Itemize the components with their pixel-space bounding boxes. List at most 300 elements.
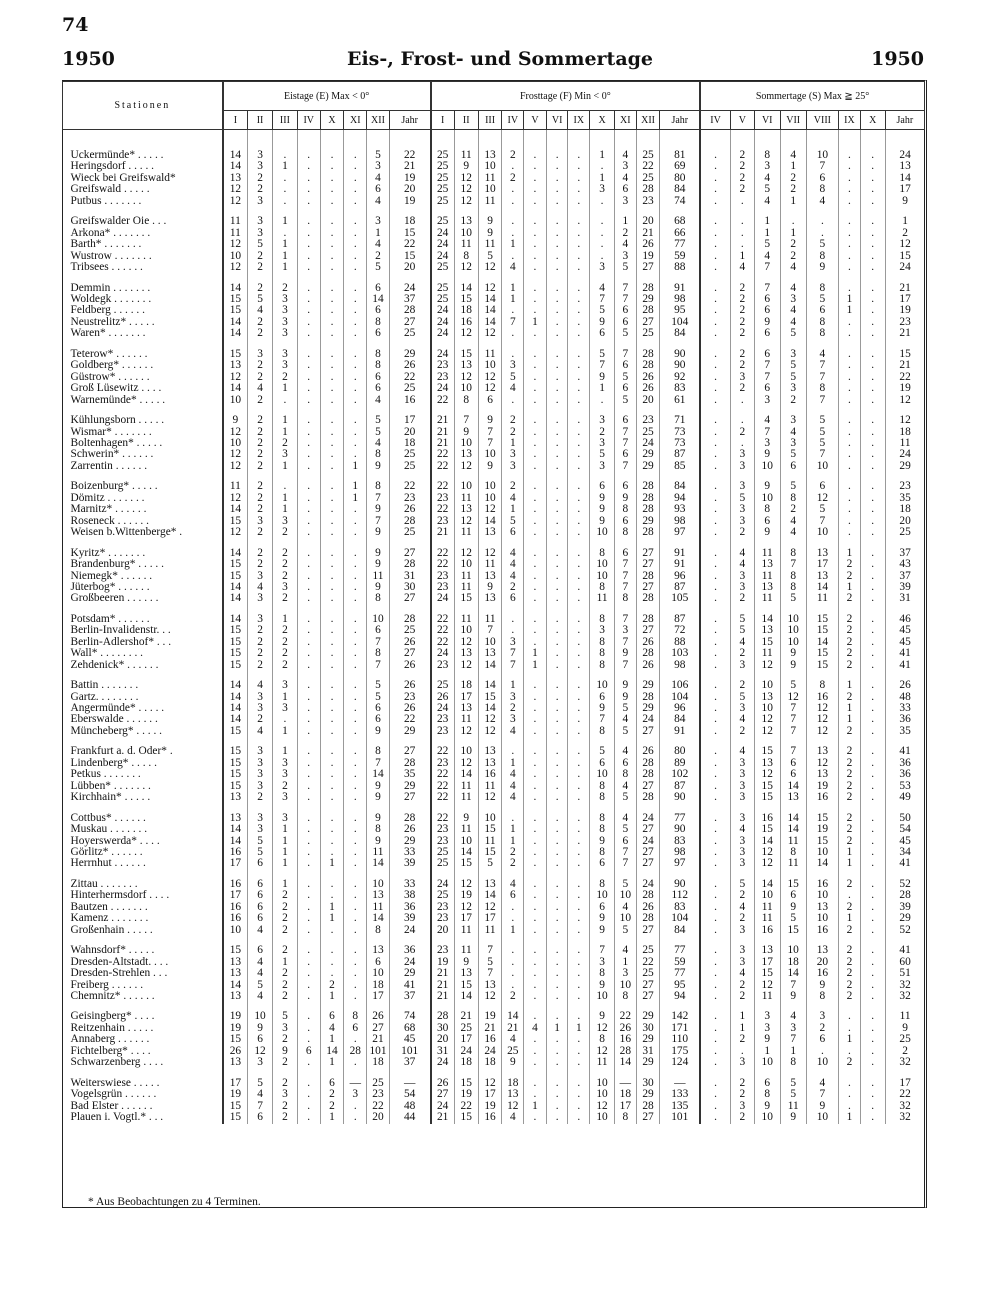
frost-value: 9: [590, 836, 615, 847]
station-name: Eberswalde . . . . . .: [70, 714, 158, 726]
sommer-value: 12: [780, 692, 806, 703]
eis-value: 19: [223, 1089, 248, 1100]
frost-value: 6: [615, 758, 637, 769]
frost-value: .: [524, 228, 547, 239]
sommer-value: .: [860, 1101, 885, 1112]
eis-value: .: [297, 415, 320, 426]
frost-value: .: [524, 637, 547, 648]
year-left: 1950: [62, 48, 115, 70]
sommer-month-header: VIII: [806, 111, 838, 130]
sommer-header: Sommertage (S) Max ≧ 25°: [700, 82, 924, 111]
sommer-value: .: [860, 1112, 885, 1123]
frost-value: 10: [590, 571, 615, 582]
eis-value: 3: [272, 449, 297, 460]
eis-value: 39: [389, 913, 430, 924]
eis-value: 2: [272, 980, 297, 991]
frost-value: 12: [454, 548, 478, 559]
table-row: [63, 216, 925, 227]
eis-value: .: [320, 714, 344, 725]
frost-value: 6: [590, 481, 615, 492]
frost-value: 96: [660, 571, 700, 582]
station-name: Arkona* . . . . . . .: [70, 227, 151, 239]
frost-value: .: [568, 239, 590, 250]
frost-value: 27: [636, 858, 660, 869]
frost-value: 81: [660, 150, 700, 161]
frost-value: .: [524, 680, 547, 691]
eis-value: .: [297, 1112, 320, 1123]
frost-value: 9: [615, 692, 637, 703]
eis-value: 4: [248, 582, 273, 593]
frost-value: 12: [478, 902, 502, 913]
frost-value: .: [546, 262, 568, 273]
sommer-value: 14: [754, 879, 780, 890]
sommer-value: .: [860, 714, 885, 725]
frost-value: 9: [478, 582, 502, 593]
sommer-value: .: [700, 1057, 730, 1068]
sommer-value: 14: [754, 836, 780, 847]
eis-value: 2: [272, 945, 297, 956]
frost-value: 9: [590, 317, 615, 328]
frost-value: 12: [454, 196, 478, 207]
sommer-value: 43: [885, 559, 924, 570]
frost-value: 4: [524, 1023, 547, 1034]
eis-value: .: [320, 781, 344, 792]
sommer-value: 17: [754, 957, 780, 968]
frost-value: 22: [636, 161, 660, 172]
frost-value: 28: [636, 593, 660, 604]
eis-value: 26: [389, 637, 430, 648]
eis-value: 5: [367, 262, 390, 273]
eis-value: .: [320, 614, 344, 625]
frost-value: 8: [590, 648, 615, 659]
sommer-value: 3: [730, 925, 754, 936]
eis-value: 14: [367, 858, 390, 869]
frost-value: .: [524, 824, 547, 835]
frost-value: 5: [478, 858, 502, 869]
frost-value: 110: [660, 1034, 700, 1045]
frost-value: .: [568, 317, 590, 328]
frost-value: 142: [660, 1011, 700, 1022]
frost-value: .: [546, 1089, 568, 1100]
sommer-value: .: [860, 559, 885, 570]
frost-value: 26: [636, 239, 660, 250]
frost-value: .: [524, 1112, 547, 1123]
eis-value: 4: [248, 726, 273, 737]
station-name: Putbus . . . . . . .: [70, 195, 142, 207]
frost-value: .: [568, 294, 590, 305]
eis-value: 13: [223, 792, 248, 803]
eis-value: .: [297, 1057, 320, 1068]
frost-value: .: [568, 680, 590, 691]
sommer-value: 10: [806, 527, 838, 538]
frost-value: .: [568, 703, 590, 714]
eis-value: .: [344, 438, 367, 449]
sommer-value: 1: [839, 703, 861, 714]
eis-value: 16: [223, 913, 248, 924]
frost-value: 8: [615, 504, 637, 515]
sommer-value: 46: [885, 614, 924, 625]
eis-value: 15: [223, 305, 248, 316]
frost-value: .: [546, 1057, 568, 1068]
sommer-value: 2: [730, 305, 754, 316]
frost-value: .: [568, 968, 590, 979]
sommer-value: 35: [885, 726, 924, 737]
eis-value: .: [320, 824, 344, 835]
frost-value: 24: [431, 239, 455, 250]
sommer-value: .: [730, 216, 754, 227]
sommer-value: .: [700, 527, 730, 538]
sommer-value: .: [860, 945, 885, 956]
frost-value: 4: [615, 746, 637, 757]
eis-value: .: [297, 372, 320, 383]
eis-value: 2: [272, 925, 297, 936]
eis-value: 2: [272, 637, 297, 648]
frost-value: 135: [660, 1101, 700, 1112]
frost-value: 80: [660, 173, 700, 184]
frost-value: 8: [615, 593, 637, 604]
frost-value: .: [546, 161, 568, 172]
table-row: [63, 427, 925, 438]
frost-value: 77: [660, 945, 700, 956]
frost-value: 25: [636, 173, 660, 184]
frost-value: 87: [660, 449, 700, 460]
frost-value: 8: [590, 781, 615, 792]
frost-value: 6: [615, 836, 637, 847]
eis-value: 1: [272, 461, 297, 472]
frost-value: .: [502, 913, 524, 924]
frost-value: .: [524, 196, 547, 207]
frost-value: 10: [478, 813, 502, 824]
frost-value: 12: [478, 726, 502, 737]
frost-value: .: [502, 625, 524, 636]
eis-value: 2: [272, 1112, 297, 1123]
frost-value: 59: [660, 251, 700, 262]
eis-value: 1: [320, 858, 344, 869]
sommer-value: .: [839, 196, 861, 207]
sommer-value: .: [700, 792, 730, 803]
sommer-value: .: [860, 1089, 885, 1100]
sommer-value: .: [860, 493, 885, 504]
eis-value: 1: [320, 1034, 344, 1045]
frost-value: 104: [660, 913, 700, 924]
eis-value: .: [344, 703, 367, 714]
eis-value: .: [297, 1034, 320, 1045]
frost-value: 4: [502, 769, 524, 780]
frost-value: 10: [590, 769, 615, 780]
eis-value: 17: [389, 415, 430, 426]
frost-value: 21: [431, 968, 455, 979]
frost-value: 9: [478, 415, 502, 426]
frost-value: 7: [478, 625, 502, 636]
eis-value: 14: [223, 593, 248, 604]
frost-value: 12: [478, 283, 502, 294]
frost-value: .: [546, 625, 568, 636]
eis-value: .: [320, 945, 344, 956]
frost-value: .: [546, 461, 568, 472]
frost-value: 25: [431, 847, 455, 858]
frost-value: 12: [478, 383, 502, 394]
frost-value: 9: [502, 1057, 524, 1068]
frost-month-header: IX: [568, 111, 590, 130]
frost-value: .: [524, 625, 547, 636]
eis-value: .: [344, 184, 367, 195]
eis-value: .: [344, 593, 367, 604]
eis-value: 1: [272, 746, 297, 757]
sommer-value: .: [700, 516, 730, 527]
frost-value: 4: [502, 571, 524, 582]
frost-value: .: [524, 150, 547, 161]
frost-value: 9: [454, 813, 478, 824]
frost-value: .: [546, 913, 568, 924]
sommer-value: .: [860, 660, 885, 671]
station-name: Greifswald . . . . .: [70, 184, 150, 196]
sommer-value: 16: [754, 813, 780, 824]
frost-value: 10: [590, 890, 615, 901]
sommer-value: 32: [885, 1101, 924, 1112]
sommer-value: .: [700, 614, 730, 625]
eis-value: 44: [389, 1112, 430, 1123]
eis-value: 5: [367, 150, 390, 161]
sommer-value: 15: [885, 349, 924, 360]
eis-value: 3: [272, 1089, 297, 1100]
frost-value: 10: [454, 836, 478, 847]
frost-value: .: [546, 648, 568, 659]
frost-value: 27: [431, 1089, 455, 1100]
eis-value: 12: [223, 527, 248, 538]
sommer-value: .: [700, 161, 730, 172]
eis-value: .: [320, 184, 344, 195]
station-name: Großenhain . . . . .: [70, 924, 153, 936]
sommer-value: 15: [754, 781, 780, 792]
eis-value: 2: [272, 372, 297, 383]
eis-value: .: [320, 692, 344, 703]
sommer-value: 29: [885, 913, 924, 924]
sommer-value: 8: [806, 991, 838, 1002]
frost-value: .: [546, 251, 568, 262]
frost-value: .: [568, 836, 590, 847]
eis-value: .: [344, 1112, 367, 1123]
frost-value: .: [524, 1078, 547, 1089]
frost-value: .: [546, 493, 568, 504]
station-name: Vogelsgrün . . . . . .: [70, 1089, 157, 1101]
sommer-value: .: [839, 328, 861, 339]
frost-value: 1: [502, 438, 524, 449]
sommer-value: 2: [839, 980, 861, 991]
frost-month-header: Jahr: [660, 111, 700, 130]
frost-value: 87: [660, 614, 700, 625]
frost-value: 1: [524, 660, 547, 671]
sommer-value: 3: [730, 858, 754, 869]
sommer-value: 15: [806, 836, 838, 847]
eis-value: 3: [272, 680, 297, 691]
frost-value: 29: [636, 1011, 660, 1022]
frost-value: 31: [431, 1046, 455, 1057]
sommer-value: 2: [839, 792, 861, 803]
frost-value: 1: [590, 173, 615, 184]
table-row: [63, 945, 925, 956]
sommer-value: .: [860, 1078, 885, 1089]
sommer-value: .: [860, 582, 885, 593]
eis-value: 2: [272, 625, 297, 636]
frost-value: .: [568, 251, 590, 262]
eis-value: 28: [389, 614, 430, 625]
frost-value: 10: [454, 625, 478, 636]
eis-value: .: [344, 449, 367, 460]
frost-value: 5: [615, 395, 637, 406]
eis-value: 2: [248, 493, 273, 504]
station-name: Wismar* . . . . . . .: [70, 426, 152, 438]
table-row: [63, 504, 925, 515]
frost-value: 24: [454, 1046, 478, 1057]
frost-value: 25: [431, 184, 455, 195]
table-row: [63, 527, 925, 538]
frost-value: 6: [502, 890, 524, 901]
frost-value: .: [524, 945, 547, 956]
frost-value: 9: [478, 216, 502, 227]
frost-value: .: [546, 637, 568, 648]
sommer-value: 2: [839, 769, 861, 780]
eis-value: 8: [367, 449, 390, 460]
frost-value: 2: [502, 427, 524, 438]
sommer-value: .: [839, 1023, 861, 1034]
eis-value: 11: [367, 902, 390, 913]
station-name: Petkus . . . . . . .: [70, 769, 141, 781]
station-name: Reitzenhain . . . . .: [70, 1022, 154, 1034]
station-name: Feldberg . . . . . .: [70, 305, 145, 317]
frost-value: 9: [590, 980, 615, 991]
frost-value: 7: [615, 858, 637, 869]
station-name: Güstrow* . . . . . .: [70, 371, 150, 383]
sommer-value: .: [700, 625, 730, 636]
frost-value: 28: [636, 890, 660, 901]
sommer-value: .: [700, 813, 730, 824]
frost-value: 8: [590, 879, 615, 890]
sommer-value: 2: [730, 1112, 754, 1123]
eis-value: 5: [367, 692, 390, 703]
sommer-value: 5: [730, 692, 754, 703]
frost-value: 23: [431, 726, 455, 737]
sommer-value: 9: [806, 1101, 838, 1112]
frost-value: .: [524, 703, 547, 714]
frost-value: .: [568, 1057, 590, 1068]
frost-value: .: [568, 372, 590, 383]
frost-value: 13: [454, 504, 478, 515]
frost-value: 7: [615, 660, 637, 671]
sommer-value: 10: [780, 945, 806, 956]
eis-value: 3: [272, 328, 297, 339]
eis-value: 1: [320, 1112, 344, 1123]
eis-value: 14: [223, 283, 248, 294]
table-row: [63, 1112, 925, 1123]
sommer-value: 2: [730, 913, 754, 924]
eis-value: .: [344, 758, 367, 769]
frost-value: 12: [478, 792, 502, 803]
frost-header: Frosttage (F) Min < 0°: [431, 82, 701, 111]
sommer-value: 6: [754, 1078, 780, 1089]
frost-value: 28: [636, 184, 660, 195]
frost-value: .: [546, 925, 568, 936]
sommer-value: 10: [806, 890, 838, 901]
frost-value: 11: [590, 1057, 615, 1068]
sommer-value: 9: [885, 196, 924, 207]
station-name: Freiberg . . . . . .: [70, 979, 144, 991]
table-row: [63, 1034, 925, 1045]
sommer-value: .: [700, 758, 730, 769]
frost-value: 24: [431, 317, 455, 328]
sommer-value: .: [860, 769, 885, 780]
sommer-value: 3: [730, 813, 754, 824]
table-row: [63, 680, 925, 691]
frost-value: 23: [431, 493, 455, 504]
frost-value: 96: [660, 703, 700, 714]
eis-value: 9: [367, 813, 390, 824]
eis-value: 11: [223, 228, 248, 239]
eis-value: 3: [248, 614, 273, 625]
eis-value: .: [297, 824, 320, 835]
frost-value: 25: [636, 328, 660, 339]
eis-value: .: [297, 836, 320, 847]
frost-value: 23: [431, 582, 455, 593]
table-row: [63, 902, 925, 913]
sommer-value: 4: [780, 283, 806, 294]
sommer-value: .: [860, 383, 885, 394]
frost-value: 17: [478, 913, 502, 924]
frost-value: .: [524, 692, 547, 703]
frost-value: 10: [590, 1078, 615, 1089]
eis-value: 20: [389, 262, 430, 273]
sommer-value: 19: [885, 305, 924, 316]
sommer-value: 24: [885, 449, 924, 460]
frost-value: 7: [615, 582, 637, 593]
frost-value: 12: [454, 328, 478, 339]
sommer-value: 48: [885, 692, 924, 703]
sommer-value: .: [700, 648, 730, 659]
eis-value: 2: [272, 890, 297, 901]
table-row: [63, 714, 925, 725]
frost-value: .: [568, 1046, 590, 1057]
sommer-value: 4: [780, 427, 806, 438]
sommer-value: 2: [839, 637, 861, 648]
frost-value: .: [568, 813, 590, 824]
eis-value: .: [297, 1023, 320, 1034]
sommer-value: 4: [806, 349, 838, 360]
sommer-value: .: [860, 879, 885, 890]
eis-value: 1: [272, 836, 297, 847]
eis-value: .: [320, 726, 344, 737]
frost-value: 1: [590, 383, 615, 394]
sommer-value: .: [700, 714, 730, 725]
eis-value: 10: [367, 968, 390, 979]
frost-value: 3: [590, 625, 615, 636]
sommer-value: 14: [806, 637, 838, 648]
frost-value: 22: [431, 559, 455, 570]
frost-value: 106: [660, 680, 700, 691]
sommer-value: 10: [780, 625, 806, 636]
frost-value: .: [546, 890, 568, 901]
sommer-value: 20: [885, 516, 924, 527]
eis-value: 15: [223, 648, 248, 659]
frost-value: .: [568, 582, 590, 593]
frost-value: 21: [431, 980, 455, 991]
frost-value: 84: [660, 925, 700, 936]
sommer-value: .: [860, 680, 885, 691]
frost-value: .: [502, 161, 524, 172]
sommer-value: 3: [730, 481, 754, 492]
eis-value: 3: [248, 813, 273, 824]
sommer-value: 13: [780, 792, 806, 803]
sommer-value: 2: [839, 746, 861, 757]
sommer-value: .: [700, 283, 730, 294]
